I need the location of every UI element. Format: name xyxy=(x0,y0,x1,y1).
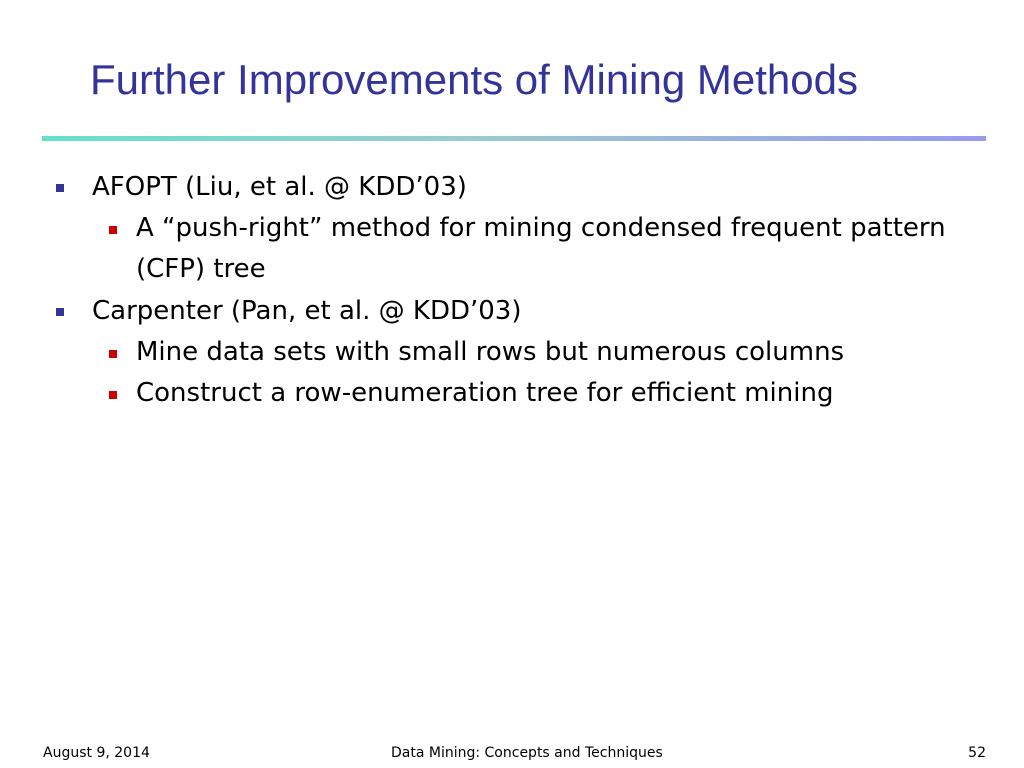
square-bullet-icon xyxy=(109,350,117,358)
square-bullet-icon xyxy=(56,308,64,316)
title-divider xyxy=(42,136,986,141)
slide-title: Further Improvements of Mining Methods xyxy=(90,56,858,103)
sub-bullet-text: Construct a row-enumeration tree for efficient mining xyxy=(136,378,834,408)
bullet-text: AFOPT (Liu, et al. @ KDD’03) xyxy=(92,172,467,202)
bullet-afopt xyxy=(50,166,980,208)
bullet-text: Carpenter (Pan, et al. @ KDD’03) xyxy=(92,296,522,326)
sub-bullet-text: A “push-right” method for mining condensed frequent pattern (CFP) tree xyxy=(136,213,946,284)
sub-bullet-mine-data-sets xyxy=(50,332,980,373)
sub-bullet-row-enumeration xyxy=(50,373,980,414)
footer-course-title: Data Mining: Concepts and Techniques xyxy=(391,745,663,761)
footer-page-number: 52 xyxy=(968,745,986,761)
footer-date: August 9, 2014 xyxy=(43,745,150,761)
bullet-carpenter xyxy=(50,290,980,332)
sub-bullet-push-right xyxy=(50,208,980,290)
square-bullet-icon xyxy=(56,184,64,192)
bullet-list xyxy=(50,166,980,414)
square-bullet-icon xyxy=(109,226,117,234)
square-bullet-icon xyxy=(109,391,117,399)
sub-bullet-text: Mine data sets with small rows but numerous columns xyxy=(136,337,845,367)
